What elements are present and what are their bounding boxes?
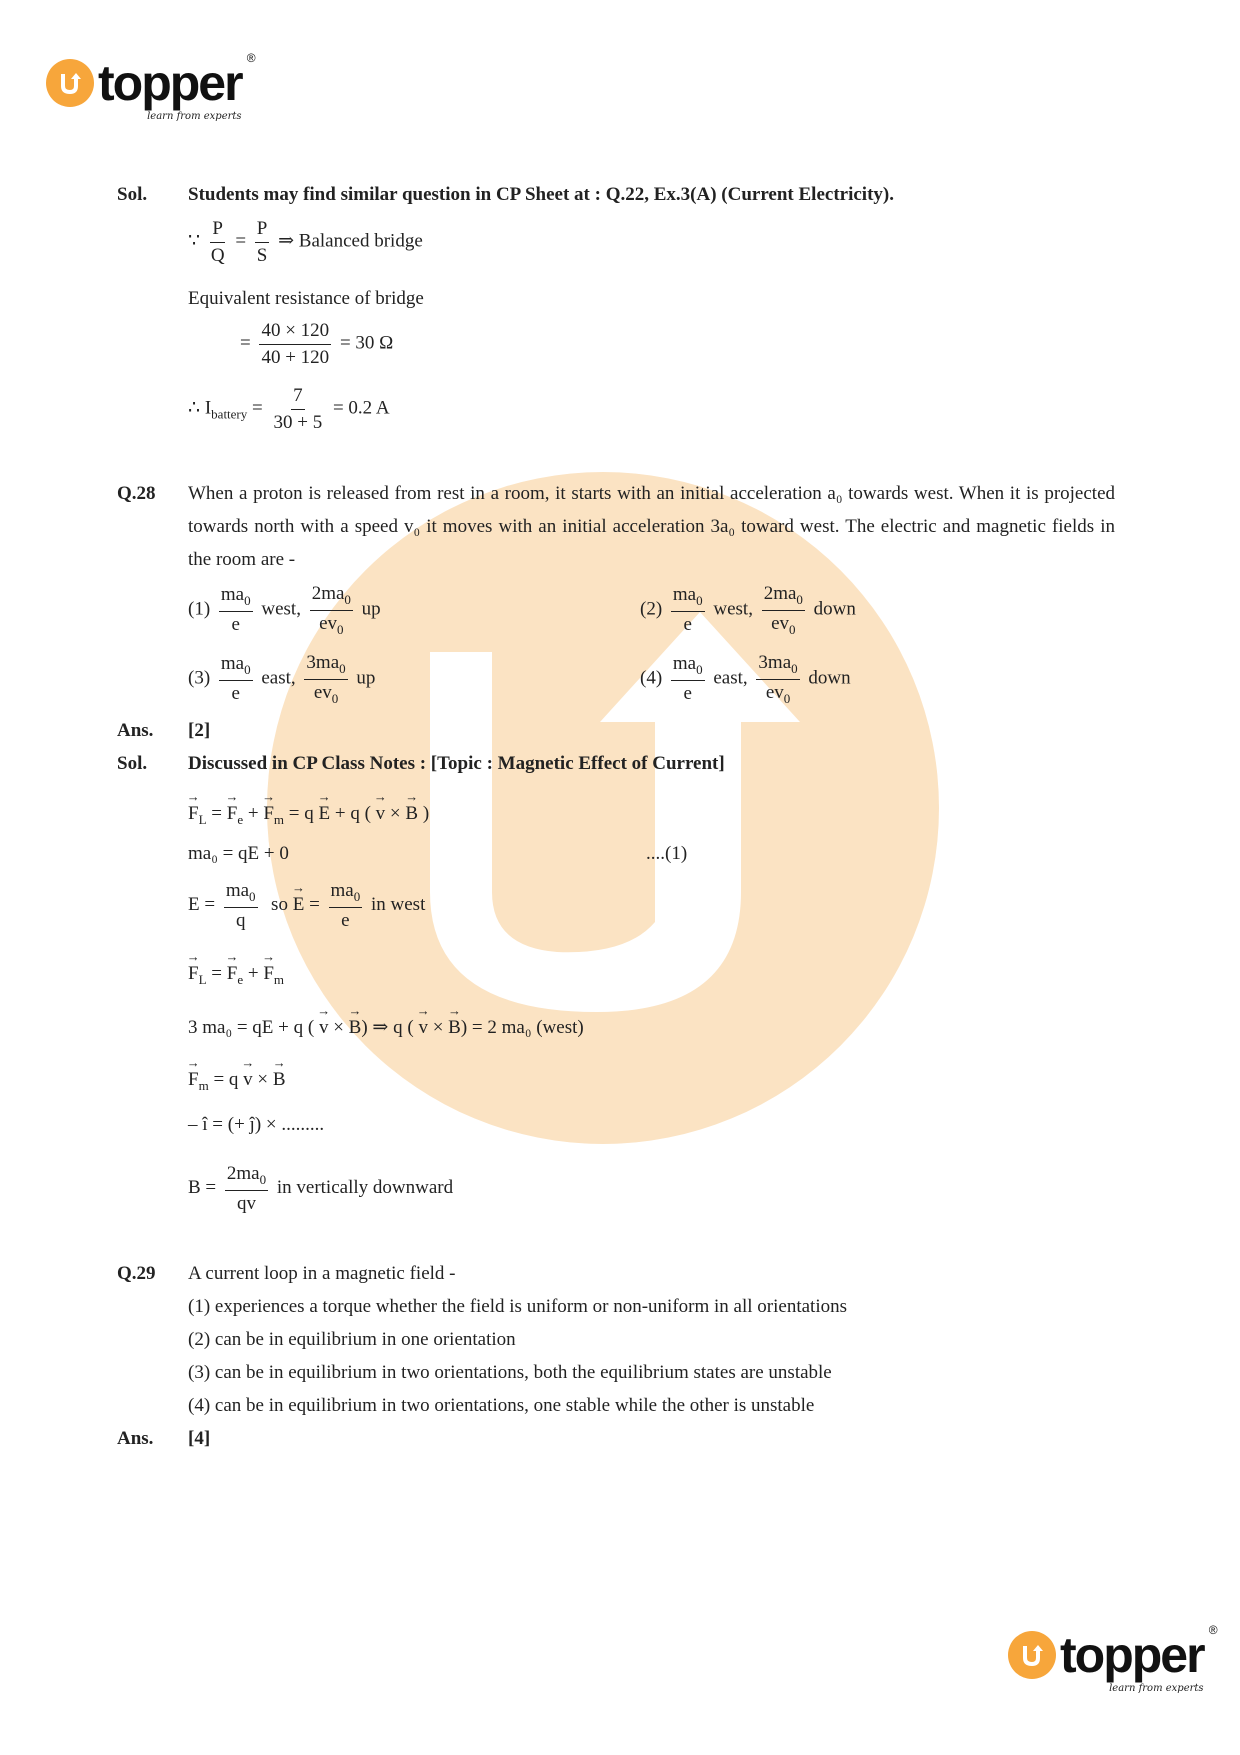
q28-option-1: (1) $\frac{ma_0}{e}$ west, $\frac{2ma_0}{ev_0}$ up <box>188 583 381 637</box>
brand-name: topper ® learn from experts <box>98 51 256 122</box>
header-logo <box>46 51 256 122</box>
balanced-bridge-eq: ∵ $\frac{P}{Q}$ = $\frac{P}{S}$ ⇒ Balanced bridge <box>188 218 423 266</box>
footer-logo <box>1008 1623 1218 1694</box>
q29-label: Q.29 <box>117 1263 156 1284</box>
q28-answer: [2] <box>188 720 211 741</box>
sol-heading: Students may find similar question in CP Sheet at : Q.22, Ex.3(A) (Current Electricity). <box>188 184 894 205</box>
q28-sol-label: Sol. <box>117 753 148 774</box>
q29-option-1: (1) experiences a torque whether the field is uniform or non-uniform in all orientations <box>188 1296 847 1317</box>
q28-text: When a proton is released from rest in a room, it starts with an initial acceleration a₀ towards west. When it is projected towards north with a speed v₀ it moves with an initial acceleration 3a₀ toward west. The electric and magnetic fields in the room are - <box>188 483 1115 570</box>
magnetic-force-derivation: 3 ma₀ = qE + q ( → v × → B) ⇒ q ( → v × → B) = 2 ma₀ (west) <box>188 1016 584 1039</box>
equiv-resistance-label: Equivalent resistance of bridge <box>188 288 424 309</box>
u-arrow-logo-icon <box>46 59 94 107</box>
u-arrow-logo-icon <box>1008 1631 1056 1679</box>
q28-label: Q.28 <box>117 483 156 504</box>
q28-option-4: (4) $\frac{ma_0}{e}$ east, $\frac{3ma_0}{ev_0}$ down <box>640 652 851 706</box>
battery-current-eq: ∴ $I_{battery}$ = $\frac{7}{30 + 5}$ = 0.2 A <box>188 385 390 433</box>
electric-field-eq: E = $\frac{ma_0}{q}$ so → E = $\frac{ma_0}{e}$ in west <box>188 880 425 932</box>
q29-option-4: (4) can be in equilibrium in two orientations, one stable while the other is unstable <box>188 1395 815 1416</box>
q29-ans-label: Ans. <box>117 1428 154 1449</box>
unit-vector-eq: – î = (+ ĵ) × ......... <box>188 1114 325 1135</box>
lorentz-force-eq: → $F_L$ = → $F_e$ + → $F_m = q \to E + q$ ( → v × → B ) <box>188 803 429 828</box>
equiv-resistance-eq: = $\frac{40 \times 120}{40 + 120}$ = 30 Ω <box>240 320 394 368</box>
magnetic-force-eq: → $F_m = q \to v$ × → B <box>188 1069 286 1094</box>
magnetic-field-eq: B = $\frac{2ma_0}{qv}$ in vertically downward <box>188 1163 454 1214</box>
sol-label: Sol. <box>117 184 148 205</box>
q28-sol-heading: Discussed in CP Class Notes : [Topic : Magnetic Effect of Current] <box>188 753 725 774</box>
eq-ma0: ma₀ = qE + 0 <box>188 843 289 864</box>
eq-tag-1: ....(1) <box>646 843 688 864</box>
force-sum-eq: → $F_L$ = → $F_e$ + → $F_m$ <box>188 963 284 988</box>
q29-answer: [4] <box>188 1428 211 1449</box>
q29-option-2: (2) can be in equilibrium in one orientation <box>188 1329 516 1350</box>
q28-ans-label: Ans. <box>117 720 154 741</box>
q28-option-3: (3) $\frac{ma_0}{e}$ east, $\frac{3ma_0}{ev_0}$ up <box>188 652 376 706</box>
brand-name: topper ® learn from experts <box>1060 1623 1218 1694</box>
q29-option-3: (3) can be in equilibrium in two orientations, both the equilibrium states are unstable <box>188 1362 832 1383</box>
q29-text: A current loop in a magnetic field - <box>188 1263 456 1284</box>
q28-option-2: (2) $\frac{ma_0}{e}$ west, $\frac{2ma_0}{ev_0}$ down <box>640 583 856 637</box>
